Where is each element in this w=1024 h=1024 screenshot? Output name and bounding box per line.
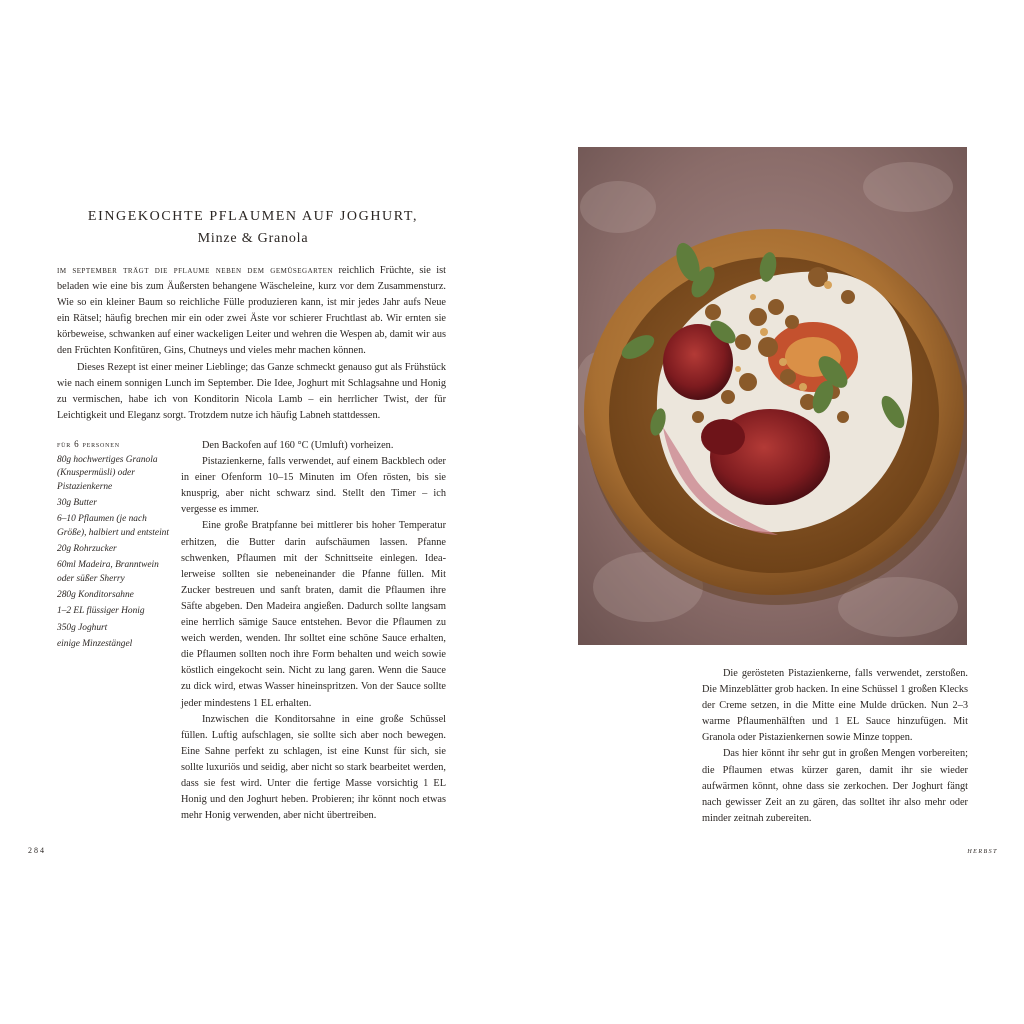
intro-paragraph-1-rest: reichlich Früchte, sie ist beladen wie eine bis zum Äußersten behangene Wäscheleine, kurz vor dem Zusammensturz. Wie so ein kleiner Baum so reichliche Fülle produzieren kann, ist mir jedes Jahr aufs Neue ein Rätsel; häufig brechen mir ein oder zwei Äste vor schierer Fruchtlast ab. Wir ernten sie körbeweise, schwanken auf einer wackeligen Leiter und wehren die Wespen ab, damit wir aus den Früchten Konfitüren, Gins, Chutneys und vieles mehr machen können. xyxy=(57,265,446,357)
plum-half xyxy=(701,419,745,455)
ingredient-list xyxy=(57,438,172,655)
intro-text xyxy=(57,263,446,424)
recipe-title-line1: EINGEKOCHTE PFLAUMEN AUF JOGHURT, xyxy=(87,209,419,224)
method-paragraph: Den Backofen auf 160 °C (Umluft) vorheizen. xyxy=(202,440,394,451)
method-continued xyxy=(702,666,968,827)
recipe-title xyxy=(60,206,446,250)
page-number: 284 xyxy=(28,846,46,855)
ingredient-item: 20g Rohrzucker xyxy=(57,543,117,554)
recipe-title-line2: Minze & Granola xyxy=(197,231,309,246)
method-paragraph: Das hier könnt ihr sehr gut in großen Mengen vorbereiten; die Pflaumen etwas kürzer garen, damit ihr sie wieder aufwärmen könnt, ohne dass sie zerkochen. Der Joghurt fängt nach gewisser Zeit an zu gären, das solltet ihr also mehr oder minder zeitnah zubereiten. xyxy=(702,748,968,824)
method-paragraph: Die gerösteten Pistazienkerne, falls verwendet, zerstoßen. Die Minzeblätter grob hacken. In eine Schüssel 1 großen Klecks der Creme setzen, in die Mitte eine Mulde drücken. Nun 2–3 warme Pflaumenhälften und 1 EL Sauce hinzufügen. Mit Granola oder Pistazienkernen sowie Minze toppen. xyxy=(702,668,968,744)
method-paragraph: Inzwischen die Konditorsahne in eine große Schüssel füllen. Luftig aufschlagen, sie sollte sich aber noch bewegen. Eine Sahne perfekt zu schlagen, ist eine Kunst für sich, sie sollte luxuriös und seidig, aber nicht so stark bearbeitet werden, dass sie fest wird. Unter die fertige Masse vorsichtig 1 EL Honig und den Joghurt heben. Probieren; ihr könnt noch etwas mehr Honig verwenden, aber nicht übertreiben. xyxy=(181,713,446,822)
food-photo xyxy=(578,147,967,645)
ingredient-item: 1–2 EL flüssiger Honig xyxy=(57,606,145,617)
ingredient-item: 280g Konditorsahne xyxy=(57,589,134,600)
method-paragraph: Eine große Bratpfanne bei mittlerer bis hoher Temperatur erhitzen, die Butter darin aufschäumen lassen. Pfanne schwenken, Pflaumen mit der Schnittseite einlegen. Idealerweise sollten sie nebeneinander die Pfanne füllen. Mit Zucker bestreuen und sanft braten, damit die Pflaumen ihre Säfte abgeben. Den Madeira angießen. Dadurch sollte langsam eine herrlich sämige Sauce entstehen. Bevor die Pflaumen zu weich werden, wenden. Ihr solltet eine schöne Sauce erhalten, die Pflaumen sollten noch ihre Form behalten und weich sowie köstlich eingekocht sein. Nicht zu lang garen. Wenn die Sauce zu dick wird, etwas Wasser hineinspritzen. Von der Sauce sollte jeder mindestens 1 EL erhalten. xyxy=(181,520,446,709)
serves-label: für 6 personen xyxy=(57,439,120,449)
ingredient-item: 30g Butter xyxy=(57,498,97,508)
right-page xyxy=(512,0,1024,1024)
ingredient-item: 80g hochwertiges Granola (Knuspermüsli) oder Pistazienkerne xyxy=(57,455,158,492)
method-paragraph: Pistazienkerne, falls verwendet, auf einem Backblech oder in einer Ofenform 10–15 Minuten im Ofen rösten, bis sie knusprig, aber nicht schwarz sind. Stellt den Timer – ich vergesse es immer. xyxy=(181,456,446,516)
ingredient-item: einige Minzestängel xyxy=(57,639,133,650)
intro-paragraph-2: Dieses Rezept ist einer meiner Lieblinge; das Ganze schmeckt genauso gut als Frühstück wie nach einem sonnigen Lunch im September. Die Idee, Joghurt mit Schlagsahne und Honig zu vermischen, habe ich von Konditorin Nicola Lamb – ein herrlicher Twist, der für Leichtigkeit und Eleganz sorgt. Trotzdem nutze ich häufig Labneh stattdessen. xyxy=(57,361,446,421)
ingredient-item: 6–10 Pflaumen (je nach Größe), halbiert und entsteint xyxy=(57,514,169,538)
running-head: herbst xyxy=(967,846,998,855)
intro-lead-smallcaps: im september trägt die pflaume neben dem gemüsegarten xyxy=(57,265,334,276)
intro-paragraph-1 xyxy=(57,263,446,360)
ingredient-item: 350g Joghurt xyxy=(57,622,108,633)
photo-bowl-of-plums-yogurt-granola xyxy=(578,147,967,645)
method-steps xyxy=(181,438,446,824)
ingredient-item: 60ml Madeira, Branntwein oder süßer Sherry xyxy=(57,560,159,584)
